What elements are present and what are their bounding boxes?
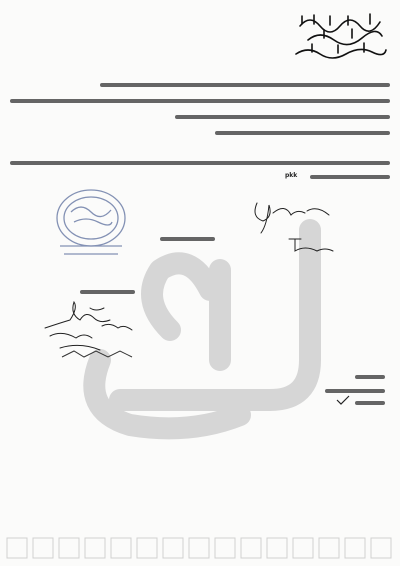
para2-line-1-text (10, 161, 390, 165)
para1-line-1-text (100, 83, 390, 87)
copy-item-2-text (355, 401, 385, 405)
letterhead-calligraphy-graphic (290, 12, 390, 60)
decorative-footer-pattern (5, 535, 395, 561)
official-stamp (46, 182, 136, 262)
closing-greeting-text (160, 237, 215, 241)
copies-heading-text (355, 375, 385, 379)
signatory-label-text (80, 290, 135, 294)
para1-line-2-text (10, 99, 390, 103)
handwritten-date (60, 348, 134, 363)
org-code: pkk (285, 172, 298, 179)
para1-line-4-text (215, 131, 390, 135)
copy-item-1-text (325, 389, 385, 393)
signature-right (245, 195, 340, 260)
handwritten-date-graphic (60, 348, 134, 360)
checkmark-icon (336, 395, 350, 405)
para2-line-2-text (310, 175, 390, 179)
para1-line-3-text (175, 115, 390, 119)
letterhead-emblem (290, 12, 390, 60)
